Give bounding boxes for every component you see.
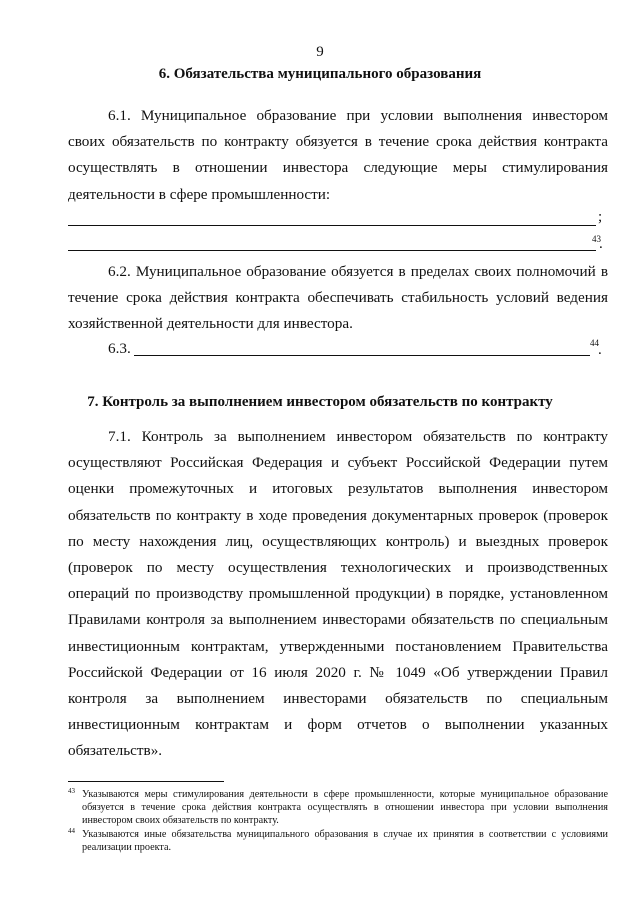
paragraph-6-1: 6.1. Муниципальное образование при условии выполнения инвестором своих обязательств по контракту обязуется в течение срока действия контракта осуществлять в отношении инвестора следующие меры стимулирования деятельности в сфере промышленности: [68,107,608,203]
footnote-44 [68,828,608,854]
blank-line-3 [134,355,590,356]
paragraph-6-3-label: 6.3. [108,340,131,357]
footnote-44-number: 44 [68,827,75,835]
paragraph-7-1: 7.1. Контроль за выполнением инвестором обязательств по контракту осуществляют Российская Федерация и субъект Российской Федерации путем оценки промежуточных и итоговых результатов выполнения инвестором обязательств по контракту в ходе проведения документарных проверок (проверок по месту нахождения лиц, осуществляющих контроль) и выездных проверок (проверок по месту осуществления технологических и производственных операций по производству промышленной продукции) в порядке, установленном Правилами контроля за выполнением инвесторами обязательств по специальным инвестиционным контрактам, утвержденными постановлением Правительства Российской Федерации от 16 июля 2020 г. № 1049 «Об утверждении Правил контроля за выполнением инвесторами обязательств по специальным инвестиционным контрактам и форм отчетов о выполнении указанных обязательств». [68,428,608,760]
footnote-43-number: 43 [68,787,75,795]
blank-line-1 [68,225,596,226]
footnote-ref-43: 43 [592,234,601,244]
page-number: 9 [316,44,324,60]
footnote-separator [68,781,224,782]
footnote-44-text: Указываются иные обязательства муниципального образования в случае их принятия в соответствии с условиями реализации проекта. [82,829,608,853]
footnote-43 [68,788,608,827]
section-7-title: 7. Контроль за выполнением инвестором обязательств по контракту [87,394,553,410]
blank-line-2 [68,250,596,251]
section-6-title: 6. Обязательства муниципального образования [158,66,482,82]
blank-line-2-end: . [599,236,603,252]
paragraph-6-3-end: . [598,342,602,358]
blank-line-1-end: ; [598,209,603,225]
footnote-43-text: Указываются меры стимулирования деятельности в сфере промышленности, которые муниципальное образование обязуется в течение срока действия контракта осуществлять в отношении инвестора при условии выполнения инвестором своих обязательств по контракту. [82,789,608,826]
footnote-ref-44: 44 [590,338,599,348]
paragraph-6-2: 6.2. Муниципальное образование обязуется в пределах своих полномочий в течение срока действия контракта обеспечивать стабильность условий ведения хозяйственной деятельности для инвестора. [68,263,608,333]
